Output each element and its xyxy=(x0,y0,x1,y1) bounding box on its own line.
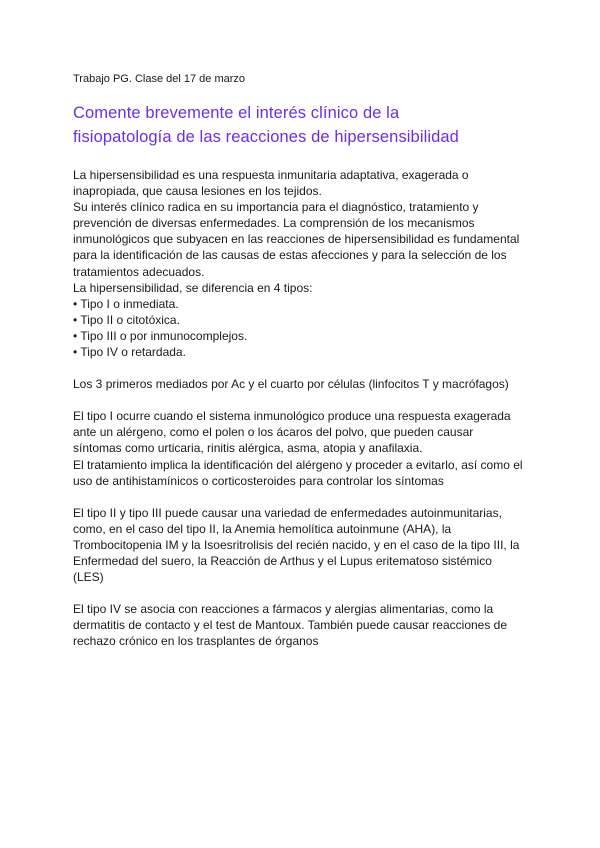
title-line: Comente brevemente el interés clínico de la xyxy=(73,104,400,122)
text-line: dermatitis de contacto y el test de Mantoux. También puede causar reacciones de xyxy=(73,618,508,633)
title-line: fisiopatología de las reacciones de hipersensibilidad xyxy=(73,128,459,146)
text-line: La hipersensibilidad, se diferencia en 4 tipos: xyxy=(73,280,313,295)
text-line: La hipersensibilidad es una respuesta inmunitaria adaptativa, exagerada o xyxy=(73,168,469,182)
paragraph-gap xyxy=(73,360,553,376)
paragraph-gap xyxy=(73,392,553,408)
paragraph-mediation xyxy=(73,376,553,392)
text-line: uso de antihistamínicos o corticosteroides para controlar los síntomas xyxy=(73,473,444,488)
text-line: Su interés clínico radica en su importancia para el diagnóstico, tratamiento y xyxy=(73,200,479,215)
paragraph-type4 xyxy=(73,601,553,649)
paragraph-intro xyxy=(73,167,553,296)
text-line: Los 3 primeros mediados por Ac y el cuarto por células (linfocitos T y macrófagos) xyxy=(73,377,509,392)
list-item: • Tipo II o citotóxica. xyxy=(73,312,180,327)
text-line: como, en el caso del tipo II, la Anemia hemolítica autoinmune (AHA), la xyxy=(73,521,452,536)
text-line: ante un alérgeno, como el polen o los ácaros del polvo, que pueden causar xyxy=(73,425,474,440)
text-line: Enfermedad del suero, la Reacción de Arthus y el Lupus eritematoso sistémico xyxy=(73,553,492,568)
paragraph-gap xyxy=(73,489,553,505)
text-line: inapropiada, que causa lesiones en los tejidos. xyxy=(73,184,322,199)
assignment-header: Trabajo PG. Clase del 17 de marzo xyxy=(73,73,246,85)
text-line: prevención de diversas enfermedades. La comprensión de los mecanismos xyxy=(73,216,475,231)
text-line: Trombocitopenia IM y la Isoesritrolisis del recién nacido, y en el caso de la tipo III, la xyxy=(73,537,520,552)
text-line: rechazo crónico en los trasplantes de órganos xyxy=(73,634,319,649)
paragraph-type1 xyxy=(73,408,553,488)
list-item: • Tipo III o por inmunocomplejos. xyxy=(73,328,248,343)
text-line: síntomas como urticaria, rinitis alérgica, asma, atopia y anafilaxia. xyxy=(73,441,423,456)
text-line: El tipo I ocurre cuando el sistema inmunológico produce una respuesta exagerada xyxy=(73,409,511,424)
text-line: inmunológicos que subyacen en las reacciones de hipersensibilidad es fundamental xyxy=(73,232,520,247)
text-line: tratamientos adecuados. xyxy=(73,264,205,279)
list-item: • Tipo I o inmediata. xyxy=(73,296,179,311)
document-body xyxy=(73,167,553,649)
text-line: El tipo II y tipo III puede causar una variedad de enfermedades autoinmunitarias, xyxy=(73,505,502,520)
paragraph-type2-3 xyxy=(73,505,553,585)
text-line: para la identificación de las causas de estas afecciones y para la selección de los xyxy=(73,248,507,263)
text-line: El tipo IV se asocia con reacciones a fármacos y alergias alimentarias, como la xyxy=(73,602,494,617)
list-item: • Tipo IV o retardada. xyxy=(73,345,186,360)
text-line: (LES) xyxy=(73,570,104,585)
paragraph-gap xyxy=(73,585,553,601)
types-list xyxy=(73,296,553,360)
document-title xyxy=(73,101,553,149)
text-line: El tratamiento implica la identificación del alérgeno y proceder a evitarlo, así como el xyxy=(73,457,523,472)
